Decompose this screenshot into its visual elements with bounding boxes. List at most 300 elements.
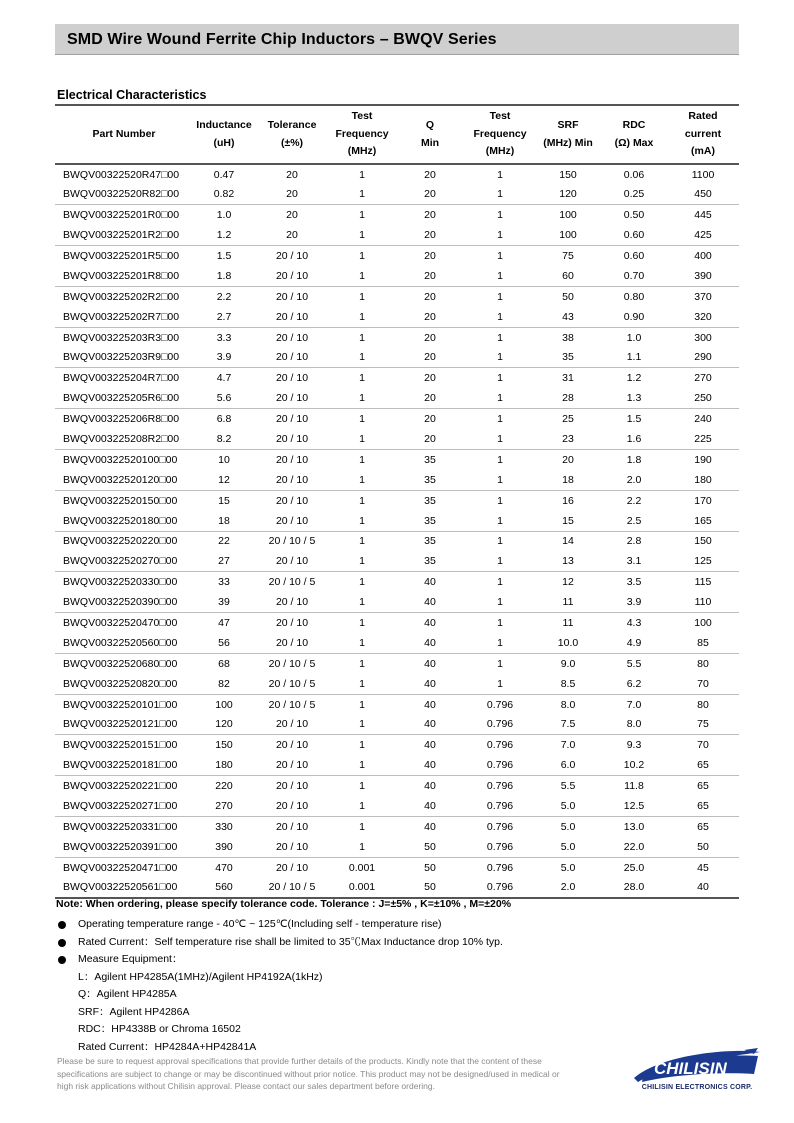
col-srf-cell: 20 <box>535 449 601 469</box>
col-rdc-cell: 2.8 <box>601 531 667 551</box>
col-srf-cell: 12 <box>535 572 601 592</box>
col-srf-cell: 8.0 <box>535 694 601 714</box>
col-srf-cell: 23 <box>562 433 574 446</box>
col-q-min-cell: 40 <box>424 759 436 772</box>
col-q-min-cell: 20 <box>395 205 465 225</box>
col-part-number-cell: BWQV00322520180□00 <box>63 514 178 527</box>
table-body <box>55 164 739 898</box>
table-row <box>55 572 739 592</box>
col-test-frequency-cell: 1 <box>359 514 365 527</box>
col-test-frequency-2-cell: 1 <box>465 205 535 225</box>
col-test-frequency-cell: 1 <box>359 310 365 323</box>
measure-item: Q：Agilent HP4285A <box>78 988 177 1000</box>
col-test-frequency-2-cell: 0.796 <box>465 857 535 877</box>
col-test-frequency-cell: 1 <box>329 368 395 388</box>
measure-item: L：Agilent HP4285A(1MHz)/Agilent HP4192A(1kHz) <box>78 970 323 983</box>
col-part-number-cell: BWQV00322520331□00 <box>55 817 193 837</box>
col-test-frequency-2-cell: 1 <box>497 636 503 649</box>
col-tolerance-cell: 20 / 10 <box>275 636 309 649</box>
col-tolerance-cell: 20 / 10 <box>275 718 309 731</box>
section-title: Electrical Characteristics <box>57 88 207 102</box>
col-srf-cell: 11 <box>562 596 574 609</box>
col-inductance-cell: 470 <box>193 857 255 877</box>
col-q-min-cell: 40 <box>424 636 436 649</box>
col-q-min-header <box>395 105 465 164</box>
table-row <box>55 429 739 449</box>
col-rdc-cell: 4.3 <box>601 613 667 633</box>
col-inductance-cell: 68 <box>193 653 255 673</box>
col-q-min-cell: 40 <box>395 776 465 796</box>
col-srf-cell: 60 <box>562 269 574 282</box>
col-inductance-cell: 1.5 <box>193 246 255 266</box>
col-inductance-cell: 120 <box>215 718 233 731</box>
col-srf-cell: 14 <box>535 531 601 551</box>
col-rdc-cell: 7.0 <box>601 694 667 714</box>
col-rdc-cell: 0.70 <box>623 269 645 282</box>
col-rated-current-cell: 390 <box>694 269 712 282</box>
col-rdc-cell: 0.60 <box>623 229 645 242</box>
col-rdc-cell: 11.8 <box>601 776 667 796</box>
col-q-min-cell: 40 <box>395 694 465 714</box>
chilisin-logo <box>632 1048 762 1096</box>
col-inductance-cell: 15 <box>193 490 255 510</box>
col-test-frequency-2-cell: 0.796 <box>465 817 535 837</box>
col-inductance-cell: 33 <box>193 572 255 592</box>
col-srf-cell: 9.0 <box>535 653 601 673</box>
col-rated-current-cell: 70 <box>697 677 709 690</box>
col-rated-current-cell: 65 <box>667 817 739 837</box>
col-part-number-cell: BWQV00322520270□00 <box>63 555 178 568</box>
table-row <box>55 368 739 388</box>
logo-caption: CHILISIN ELECTRONICS CORP. <box>641 1084 753 1091</box>
col-rdc-cell: 1.3 <box>626 392 642 405</box>
header-label: (MHz) <box>485 145 515 158</box>
col-q-min-cell: 50 <box>424 840 436 853</box>
col-q-min-cell: 35 <box>424 473 436 486</box>
col-q-min-cell: 20 <box>395 327 465 347</box>
col-inductance-cell: 270 <box>215 800 233 813</box>
col-part-number-cell: BWQV003225201R0□00 <box>55 205 193 225</box>
table-row <box>55 592 739 612</box>
rated-current-text: Rated Current：Self temperature rise shall be limited to 35℃Max Inductance drop 10% typ. <box>78 935 503 948</box>
col-tolerance-cell: 20 / 10 <box>275 473 309 486</box>
col-test-frequency-2-cell: 1 <box>465 368 535 388</box>
col-test-frequency-2-cell: 1 <box>497 168 503 181</box>
col-test-frequency-cell: 1 <box>359 800 365 813</box>
col-srf-cell: 100 <box>559 229 577 242</box>
col-srf-cell: 100 <box>535 205 601 225</box>
col-q-min-cell: 20 <box>424 188 436 201</box>
col-test-frequency-cell: 1 <box>329 531 395 551</box>
col-inductance-cell: 100 <box>193 694 255 714</box>
col-srf-cell: 150 <box>559 168 577 181</box>
col-q-min-cell: 35 <box>395 449 465 469</box>
col-q-min-cell: 40 <box>424 596 436 609</box>
col-tolerance-cell: 20 / 10 <box>255 327 329 347</box>
col-part-number-cell: BWQV00322520220□00 <box>55 531 193 551</box>
col-rated-current-cell: 150 <box>667 531 739 551</box>
col-inductance-cell: 1.0 <box>193 205 255 225</box>
col-srf-cell: 31 <box>535 368 601 388</box>
col-rdc-cell: 1.8 <box>601 449 667 469</box>
col-part-number-cell: BWQV00322520561□00 <box>55 878 193 898</box>
table-row <box>55 551 739 571</box>
operating-temp-text: Operating temperature range - 40℃ ~ 125℃(Including self - temperature rise) <box>78 918 442 930</box>
col-test-frequency-2-cell: 1 <box>465 490 535 510</box>
col-rated-current-cell: 80 <box>667 694 739 714</box>
col-rated-current-cell: 400 <box>667 246 739 266</box>
table-row <box>55 857 739 877</box>
col-rdc-cell: 28.0 <box>601 878 667 898</box>
table-row <box>55 490 739 510</box>
col-tolerance-cell: 20 / 10 <box>255 613 329 633</box>
header-label: Rated <box>688 110 718 123</box>
col-test-frequency-cell: 1 <box>329 327 395 347</box>
col-rdc-cell: 1.6 <box>626 433 642 446</box>
col-tolerance-cell: 20 / 10 / 5 <box>255 531 329 551</box>
header-label: (MHz) <box>347 145 377 158</box>
col-part-number-cell: BWQV00322520151□00 <box>55 735 193 755</box>
table-row <box>55 388 739 408</box>
col-test-frequency-2-cell: 0.796 <box>486 759 514 772</box>
table-row <box>55 776 739 796</box>
col-rdc-header <box>601 105 667 164</box>
col-rdc-cell: 0.25 <box>623 188 645 201</box>
col-part-number-cell: BWQV00322520100□00 <box>55 449 193 469</box>
table-row <box>55 225 739 245</box>
col-test-frequency-cell: 1 <box>329 694 395 714</box>
col-rated-current-cell: 300 <box>667 327 739 347</box>
col-rdc-cell: 1.1 <box>626 351 642 364</box>
col-part-number-cell: BWQV00322520R47□00 <box>63 168 180 181</box>
col-q-min-cell: 40 <box>424 800 436 813</box>
col-test-frequency-cell: 1 <box>359 351 365 364</box>
col-test-frequency-cell: 0.001 <box>329 878 395 898</box>
col-test-frequency-cell: 1 <box>359 759 365 772</box>
header-label: (uH) <box>213 136 235 149</box>
header-label: current <box>684 127 722 140</box>
col-tolerance-cell: 20 <box>286 229 298 242</box>
col-srf-cell: 6.0 <box>560 759 576 772</box>
col-tolerance-cell: 20 / 10 <box>275 759 309 772</box>
col-part-number-cell: BWQV00322520680□00 <box>55 653 193 673</box>
col-rdc-cell: 8.0 <box>626 718 642 731</box>
table-row <box>55 653 739 673</box>
col-tolerance-cell: 20 / 10 <box>275 351 309 364</box>
col-test-frequency-cell: 1 <box>359 188 365 201</box>
col-test-frequency-2-cell: 0.796 <box>465 878 535 898</box>
col-q-min-cell: 50 <box>395 857 465 877</box>
chilisin-logo-icon <box>632 1048 762 1084</box>
col-test-frequency-2-cell: 0.796 <box>465 776 535 796</box>
table-row <box>55 694 739 714</box>
col-q-min-cell: 20 <box>395 286 465 306</box>
col-test-frequency-cell: 1 <box>329 653 395 673</box>
col-q-min-cell: 35 <box>395 531 465 551</box>
col-rated-current-cell: 115 <box>667 572 739 592</box>
col-q-min-cell: 20 <box>424 392 436 405</box>
col-srf-cell: 5.0 <box>560 800 576 813</box>
col-srf-cell: 5.0 <box>535 817 601 837</box>
col-part-number-cell: BWQV00322520330□00 <box>55 572 193 592</box>
notes-section <box>56 897 746 1056</box>
col-part-number-cell: BWQV00322520R82□00 <box>63 188 180 201</box>
disclaimer-line: specifications are subject to change or may be discontinued without prior notice. This product may not be designed/used in medical or <box>57 1068 560 1079</box>
col-tolerance-cell: 20 / 10 <box>255 776 329 796</box>
col-srf-cell: 18 <box>562 473 574 486</box>
col-srf-cell: 2.0 <box>535 878 601 898</box>
col-q-min-cell: 35 <box>395 490 465 510</box>
col-q-min-cell: 40 <box>424 677 436 690</box>
col-test-frequency-2-cell: 0.796 <box>486 800 514 813</box>
table-row <box>55 613 739 633</box>
col-rdc-cell: 10.2 <box>623 759 645 772</box>
col-part-number-cell: BWQV003225201R2□00 <box>63 229 180 242</box>
col-test-frequency-2-cell: 1 <box>465 653 535 673</box>
col-test-frequency-2-cell: 1 <box>497 677 503 690</box>
col-test-frequency-cell: 1 <box>359 229 365 242</box>
col-rdc-cell: 1.0 <box>601 327 667 347</box>
col-rated-current-cell: 65 <box>667 776 739 796</box>
table-row <box>55 246 739 266</box>
col-rdc-cell: 0.50 <box>601 205 667 225</box>
table-row <box>55 266 739 286</box>
col-inductance-cell: 330 <box>193 817 255 837</box>
col-srf-cell: 8.5 <box>560 677 576 690</box>
col-tolerance-cell: 20 <box>286 188 298 201</box>
col-srf-cell: 11 <box>535 613 601 633</box>
header-label: Frequency <box>473 127 527 140</box>
col-test-frequency-2-cell: 1 <box>497 310 503 323</box>
col-q-min-cell: 40 <box>395 653 465 673</box>
col-test-frequency-2-cell: 0.796 <box>465 694 535 714</box>
col-test-frequency-cell: 1 <box>359 473 365 486</box>
table-row <box>55 755 739 775</box>
table-row <box>55 286 739 306</box>
col-part-number-header <box>55 105 193 164</box>
col-rdc-cell: 1.2 <box>601 368 667 388</box>
col-inductance-cell: 180 <box>215 759 233 772</box>
col-test-frequency-2-cell: 1 <box>497 229 503 242</box>
col-test-frequency-2-cell: 1 <box>497 392 503 405</box>
col-rated-current-cell: 250 <box>694 392 712 405</box>
col-srf-cell: 7.5 <box>560 718 576 731</box>
col-tolerance-cell: 20 <box>255 205 329 225</box>
col-srf-cell: 120 <box>559 188 577 201</box>
bullet-operating-temp <box>56 916 746 934</box>
col-test-frequency-2-cell: 0.796 <box>465 735 535 755</box>
col-rated-current-cell: 320 <box>694 310 712 323</box>
col-test-frequency-2-header <box>465 105 535 164</box>
table-row <box>55 715 739 735</box>
col-tolerance-cell: 20 / 10 <box>275 555 309 568</box>
col-tolerance-cell: 20 / 10 <box>275 800 309 813</box>
col-part-number-cell: BWQV003225201R8□00 <box>63 269 180 282</box>
header-label: Min <box>420 136 440 149</box>
col-q-min-cell: 20 <box>424 168 436 181</box>
col-test-frequency-2-cell: 1 <box>497 433 503 446</box>
col-tolerance-cell: 20 <box>286 168 298 181</box>
col-part-number-cell: BWQV00322520101□00 <box>55 694 193 714</box>
col-test-frequency-cell: 1 <box>359 433 365 446</box>
col-srf-cell: 35 <box>562 351 574 364</box>
col-q-min-cell: 50 <box>395 878 465 898</box>
header-label: (MHz) Min <box>543 136 593 149</box>
col-rated-current-cell: 445 <box>667 205 739 225</box>
col-q-min-cell: 40 <box>395 613 465 633</box>
col-rdc-cell: 0.90 <box>623 310 645 323</box>
measure-equipment-title: Measure Equipment： <box>78 953 183 965</box>
ordering-note: Note: When ordering, please specify tolerance code. Tolerance : J=±5% , K=±10% , M=±20% <box>56 898 512 910</box>
col-tolerance-cell: 20 / 10 <box>255 449 329 469</box>
col-tolerance-cell: 20 / 10 / 5 <box>255 694 329 714</box>
col-tolerance-cell: 20 / 10 <box>275 596 309 609</box>
disclaimer-line: Please be sure to request approval specifications that provide further details of the products. Kindly note that the content of these <box>57 1056 542 1066</box>
header-label: Q <box>425 119 435 131</box>
col-part-number-cell: BWQV00322520181□00 <box>63 759 178 772</box>
col-inductance-cell: 6.8 <box>193 409 255 429</box>
col-q-min-cell: 20 <box>395 246 465 266</box>
col-inductance-cell: 8.2 <box>216 433 232 446</box>
col-srf-cell: 13 <box>562 555 574 568</box>
col-srf-cell: 5.5 <box>535 776 601 796</box>
col-rated-current-cell: 65 <box>697 759 709 772</box>
col-test-frequency-cell: 1 <box>329 572 395 592</box>
col-test-frequency-cell: 1 <box>359 596 365 609</box>
col-tolerance-cell: 20 / 10 <box>255 368 329 388</box>
col-rdc-cell: 22.0 <box>623 840 645 853</box>
col-test-frequency-cell: 1 <box>329 613 395 633</box>
col-inductance-cell: 1.2 <box>216 229 232 242</box>
col-tolerance-cell: 20 / 10 <box>255 817 329 837</box>
col-inductance-cell: 18 <box>218 514 230 527</box>
bullet-rated-current <box>56 934 746 952</box>
col-tolerance-cell: 20 / 10 <box>275 840 309 853</box>
col-test-frequency-cell: 1 <box>329 490 395 510</box>
col-rated-current-cell: 80 <box>667 653 739 673</box>
col-rdc-cell: 12.5 <box>623 800 645 813</box>
col-rdc-cell: 5.5 <box>601 653 667 673</box>
col-test-frequency-cell: 1 <box>329 409 395 429</box>
col-rdc-cell: 13.0 <box>601 817 667 837</box>
col-test-frequency-cell: 1 <box>359 392 365 405</box>
electrical-characteristics-table <box>55 104 739 899</box>
col-tolerance-cell: 20 / 10 <box>255 490 329 510</box>
table-row <box>55 409 739 429</box>
col-tolerance-cell: 20 / 10 <box>275 392 309 405</box>
col-test-frequency-2-cell: 0.796 <box>486 718 514 731</box>
col-inductance-cell: 12 <box>218 473 230 486</box>
col-q-min-cell: 20 <box>395 368 465 388</box>
table-row <box>55 470 739 490</box>
measure-item: Rated Current：HP4284A+HP42841A <box>78 1040 257 1053</box>
col-inductance-cell: 22 <box>193 531 255 551</box>
col-part-number-cell: BWQV00322520391□00 <box>63 840 178 853</box>
col-part-number-cell: BWQV003225208R2□00 <box>63 433 180 446</box>
col-part-number-cell: BWQV00322520271□00 <box>63 800 178 813</box>
col-test-frequency-cell: 1 <box>359 840 365 853</box>
col-test-frequency-cell: 1 <box>359 269 365 282</box>
header-label: Frequency <box>335 127 389 140</box>
col-rdc-cell: 2.0 <box>626 473 642 486</box>
table-row <box>55 531 739 551</box>
col-inductance-cell: 4.7 <box>193 368 255 388</box>
col-part-number-cell: BWQV003225204R7□00 <box>55 368 193 388</box>
table-row <box>55 184 739 204</box>
col-rated-current-cell: 165 <box>694 514 712 527</box>
col-part-number-cell: BWQV00322520121□00 <box>63 718 178 731</box>
col-inductance-cell: 3.3 <box>193 327 255 347</box>
col-q-min-cell: 40 <box>395 572 465 592</box>
col-rdc-cell: 3.5 <box>601 572 667 592</box>
col-srf-cell: 50 <box>535 286 601 306</box>
col-rdc-cell: 3.1 <box>626 555 642 568</box>
col-rdc-cell: 25.0 <box>601 857 667 877</box>
col-rdc-cell: 4.9 <box>626 636 642 649</box>
col-rdc-cell: 2.2 <box>601 490 667 510</box>
col-rated-current-cell: 170 <box>667 490 739 510</box>
col-test-frequency-2-cell: 1 <box>497 555 503 568</box>
col-q-min-cell: 20 <box>424 351 436 364</box>
col-tolerance-cell: 20 / 10 <box>275 433 309 446</box>
col-test-frequency-cell: 1 <box>329 776 395 796</box>
table-row <box>55 511 739 531</box>
col-rated-current-cell: 125 <box>694 555 712 568</box>
col-rated-current-cell: 75 <box>697 718 709 731</box>
col-rated-current-cell: 40 <box>667 878 739 898</box>
page-title: SMD Wire Wound Ferrite Chip Inductors – BWQV Series <box>67 31 497 48</box>
col-rated-current-cell: 290 <box>694 351 712 364</box>
col-tolerance-cell: 20 / 10 / 5 <box>255 653 329 673</box>
col-test-frequency-2-cell: 1 <box>497 473 503 486</box>
col-test-frequency-cell: 0.001 <box>329 857 395 877</box>
col-part-number-cell: BWQV003225202R7□00 <box>63 310 180 323</box>
col-tolerance-cell: 20 / 10 <box>275 514 309 527</box>
col-part-number-cell: BWQV00322520150□00 <box>55 490 193 510</box>
col-rated-current-cell: 180 <box>694 473 712 486</box>
col-test-frequency-cell: 1 <box>329 246 395 266</box>
col-part-number-cell: BWQV00322520221□00 <box>55 776 193 796</box>
col-rdc-cell: 3.9 <box>626 596 642 609</box>
col-rated-current-cell: 225 <box>694 433 712 446</box>
col-test-frequency-cell: 1 <box>359 168 365 181</box>
header-label: Test <box>351 110 373 123</box>
col-test-frequency-2-cell: 0.796 <box>486 840 514 853</box>
col-test-frequency-2-cell: 1 <box>497 188 503 201</box>
col-srf-cell: 15 <box>562 514 574 527</box>
col-rated-current-cell: 110 <box>694 596 712 609</box>
col-rated-current-cell: 85 <box>697 636 709 649</box>
col-rated-current-cell: 70 <box>667 735 739 755</box>
table-header-row <box>55 105 739 164</box>
col-test-frequency-header <box>329 105 395 164</box>
col-inductance-cell: 82 <box>218 677 230 690</box>
col-rated-current-cell: 100 <box>667 613 739 633</box>
col-q-min-cell: 40 <box>395 817 465 837</box>
col-srf-cell: 75 <box>535 246 601 266</box>
header-label: Test <box>489 110 511 123</box>
col-test-frequency-2-cell: 1 <box>465 572 535 592</box>
col-tolerance-cell: 20 / 10 <box>275 269 309 282</box>
col-test-frequency-2-cell: 1 <box>497 514 503 527</box>
col-inductance-cell: 390 <box>215 840 233 853</box>
col-test-frequency-2-cell: 1 <box>497 351 503 364</box>
col-test-frequency-cell: 1 <box>359 636 365 649</box>
table-row <box>55 633 739 653</box>
col-q-min-cell: 20 <box>424 310 436 323</box>
col-test-frequency-2-cell: 1 <box>465 613 535 633</box>
col-test-frequency-cell: 1 <box>359 555 365 568</box>
